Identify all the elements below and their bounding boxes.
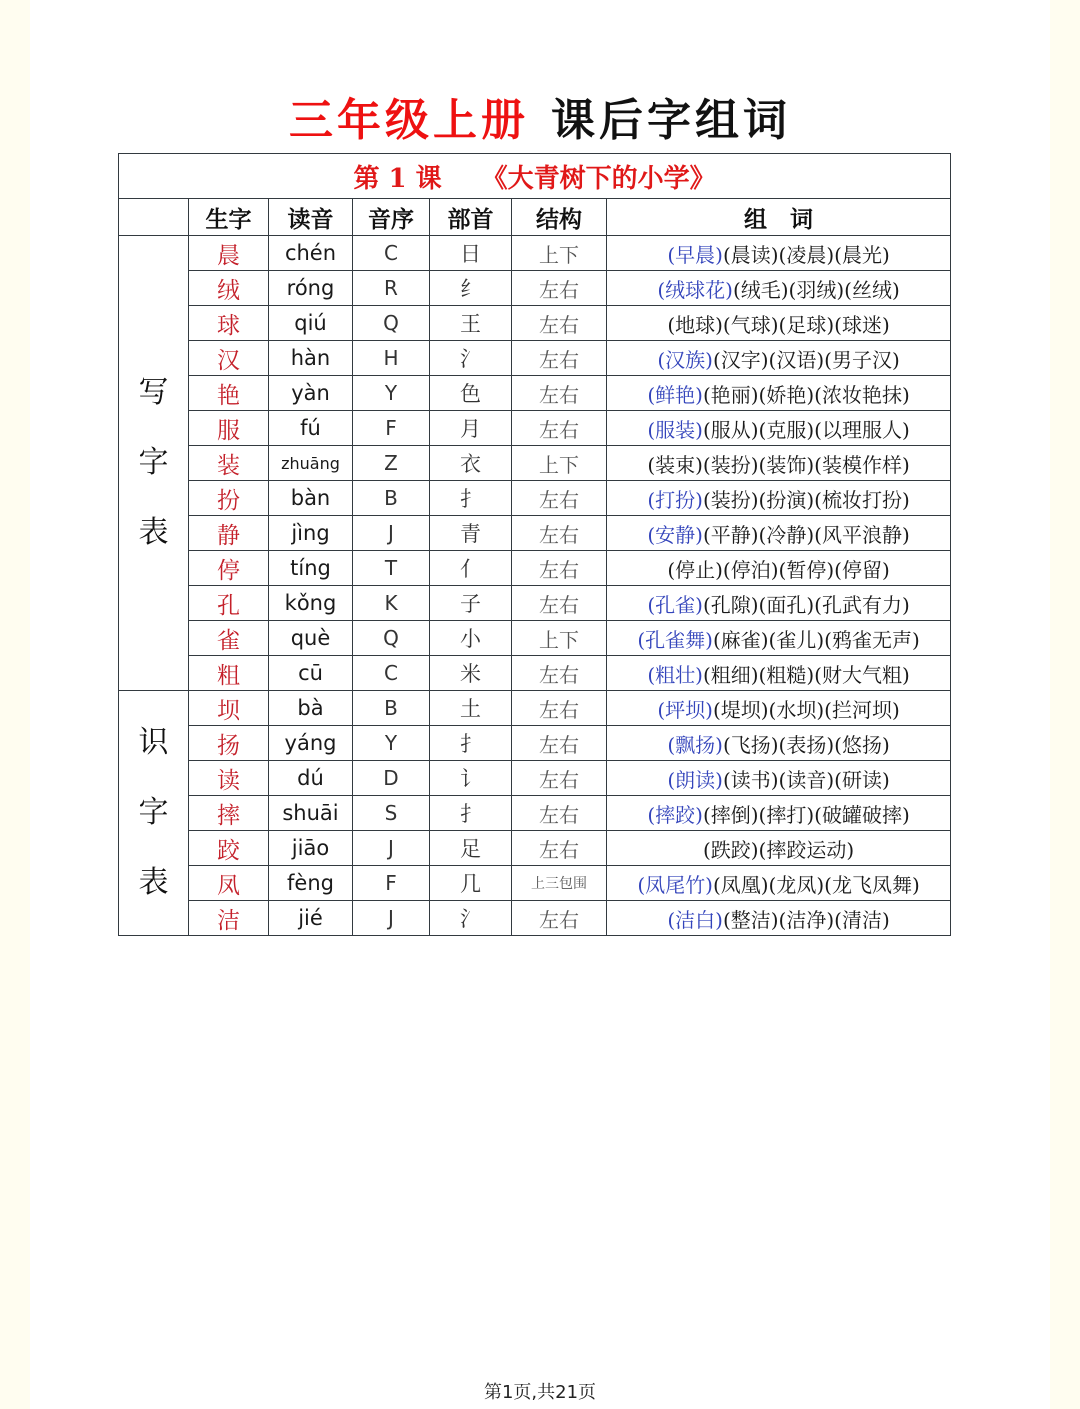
- radical-cell: 土: [430, 691, 512, 726]
- table-row: [119, 306, 951, 341]
- structure-cell: 左右: [512, 656, 607, 691]
- char-cell: 静: [189, 516, 269, 551]
- letter-cell: C: [353, 236, 430, 271]
- radical-cell: 衣: [430, 446, 512, 481]
- highlight-word: (服装): [647, 417, 703, 442]
- other-words: (装扮)(扮演)(梳妆打扮): [702, 487, 910, 512]
- structure-cell: 左右: [512, 341, 607, 376]
- pinyin-cell: cū: [269, 656, 353, 691]
- letter-cell: K: [353, 586, 430, 621]
- char-cell: 扮: [189, 481, 269, 516]
- title-subject: 课后字组词: [551, 95, 791, 146]
- section-label-char: 字: [138, 795, 169, 830]
- pinyin-cell: bà: [269, 691, 353, 726]
- other-words: (整洁)(洁净)(清洁): [722, 907, 890, 932]
- table-row: [119, 341, 951, 376]
- header-blank: [119, 199, 189, 236]
- highlight-word: (凤尾竹): [637, 872, 713, 897]
- radical-cell: 色: [430, 376, 512, 411]
- table-row: [119, 866, 951, 901]
- pinyin-cell: kǒng: [269, 586, 353, 621]
- radical-cell: 子: [430, 586, 512, 621]
- letter-cell: C: [353, 656, 430, 691]
- radical-cell: 扌: [430, 726, 512, 761]
- radical-cell: 扌: [430, 481, 512, 516]
- table-row: [119, 376, 951, 411]
- highlight-word: (洁白): [667, 907, 723, 932]
- table-row: [119, 691, 951, 726]
- words-cell: [607, 341, 951, 376]
- structure-cell: 左右: [512, 586, 607, 621]
- other-words: (艳丽)(娇艳)(浓妆艳抹): [702, 382, 910, 407]
- highlight-word: (孔雀舞): [637, 627, 713, 652]
- char-cell: 服: [189, 411, 269, 446]
- other-words: (停止)(停泊)(暂停)(停留): [667, 557, 890, 582]
- other-words: (麻雀)(雀儿)(鸦雀无声): [712, 627, 920, 652]
- other-words: (粗细)(粗糙)(财大气粗): [702, 662, 910, 687]
- table-row: [119, 831, 951, 866]
- section-label: [119, 691, 189, 936]
- highlight-word: (安静): [647, 522, 703, 547]
- radical-cell: 氵: [430, 341, 512, 376]
- letter-cell: Q: [353, 621, 430, 656]
- letter-cell: Y: [353, 726, 430, 761]
- section-label-char: 字: [138, 445, 169, 480]
- other-words: (汉字)(汉语)(男子汉): [712, 347, 900, 372]
- radical-cell: 王: [430, 306, 512, 341]
- header-pinyin: 读音: [269, 199, 353, 236]
- highlight-word: (朗读): [667, 767, 723, 792]
- pinyin-cell: tíng: [269, 551, 353, 586]
- pinyin-cell: fèng: [269, 866, 353, 901]
- words-cell: [607, 796, 951, 831]
- char-cell: 装: [189, 446, 269, 481]
- radical-cell: 纟: [430, 271, 512, 306]
- lesson-name: 《大青树下的小学》: [481, 163, 716, 194]
- table-row: [119, 621, 951, 656]
- structure-cell: 左右: [512, 306, 607, 341]
- char-cell: 艳: [189, 376, 269, 411]
- table-row: [119, 446, 951, 481]
- words-cell: [607, 236, 951, 271]
- highlight-word: (打扮): [647, 487, 703, 512]
- words-cell: [607, 271, 951, 306]
- other-words: (装束)(装扮)(装饰)(装模作样): [647, 452, 910, 477]
- other-words: (堤坝)(水坝)(拦河坝): [712, 697, 900, 722]
- other-words: (读书)(读音)(研读): [722, 767, 890, 792]
- table-row: [119, 411, 951, 446]
- other-words: (晨读)(凌晨)(晨光): [722, 242, 890, 267]
- structure-cell: 左右: [512, 691, 607, 726]
- char-cell: 汉: [189, 341, 269, 376]
- structure-cell: 左右: [512, 831, 607, 866]
- char-cell: 粗: [189, 656, 269, 691]
- char-cell: 停: [189, 551, 269, 586]
- other-words: (凤凰)(龙凤)(龙飞凤舞): [712, 872, 920, 897]
- other-words: (服从)(克服)(以理服人): [702, 417, 910, 442]
- vocab-table: [118, 153, 951, 936]
- highlight-word: (飘扬): [667, 732, 723, 757]
- structure-cell: 左右: [512, 376, 607, 411]
- pinyin-cell: yàn: [269, 376, 353, 411]
- radical-cell: 月: [430, 411, 512, 446]
- char-cell: 摔: [189, 796, 269, 831]
- char-cell: 雀: [189, 621, 269, 656]
- letter-cell: H: [353, 341, 430, 376]
- radical-cell: 日: [430, 236, 512, 271]
- letter-cell: B: [353, 481, 430, 516]
- header-char: 生字: [189, 199, 269, 236]
- letter-cell: T: [353, 551, 430, 586]
- other-words: (平静)(冷静)(风平浪静): [702, 522, 910, 547]
- char-cell: 球: [189, 306, 269, 341]
- table-row: [119, 796, 951, 831]
- other-words: (孔隙)(面孔)(孔武有力): [702, 592, 910, 617]
- words-cell: [607, 726, 951, 761]
- table-row: [119, 656, 951, 691]
- letter-cell: J: [353, 516, 430, 551]
- structure-cell: 左右: [512, 761, 607, 796]
- pinyin-cell: jié: [269, 901, 353, 936]
- table-row: [119, 901, 951, 936]
- radical-cell: 氵: [430, 901, 512, 936]
- char-cell: 凤: [189, 866, 269, 901]
- letter-cell: F: [353, 411, 430, 446]
- structure-cell: 左右: [512, 901, 607, 936]
- char-cell: 洁: [189, 901, 269, 936]
- table-row: [119, 586, 951, 621]
- pinyin-cell: fú: [269, 411, 353, 446]
- structure-cell: 左右: [512, 481, 607, 516]
- structure-cell: 上下: [512, 446, 607, 481]
- structure-cell: 左右: [512, 411, 607, 446]
- letter-cell: J: [353, 831, 430, 866]
- radical-cell: 讠: [430, 761, 512, 796]
- pinyin-cell: dú: [269, 761, 353, 796]
- letter-cell: Y: [353, 376, 430, 411]
- char-cell: 绒: [189, 271, 269, 306]
- lesson-title-row: [119, 154, 951, 199]
- section-label-char: 识: [138, 725, 169, 760]
- highlight-word: (早晨): [667, 242, 723, 267]
- radical-cell: 小: [430, 621, 512, 656]
- radical-cell: 扌: [430, 796, 512, 831]
- other-words: (摔倒)(摔打)(破罐破摔): [702, 802, 910, 827]
- pinyin-cell: bàn: [269, 481, 353, 516]
- pinyin-cell: chén: [269, 236, 353, 271]
- pinyin-cell: hàn: [269, 341, 353, 376]
- structure-cell: 左右: [512, 551, 607, 586]
- words-cell: [607, 551, 951, 586]
- letter-cell: Q: [353, 306, 430, 341]
- header-words: 组 词: [607, 199, 951, 236]
- letter-cell: F: [353, 866, 430, 901]
- other-words: (飞扬)(表扬)(悠扬): [722, 732, 890, 757]
- title-grade: 三年级上册: [289, 95, 529, 146]
- words-cell: [607, 866, 951, 901]
- letter-cell: S: [353, 796, 430, 831]
- table-row: [119, 271, 951, 306]
- char-cell: 孔: [189, 586, 269, 621]
- words-cell: [607, 761, 951, 796]
- pinyin-cell: yáng: [269, 726, 353, 761]
- table-row: [119, 236, 951, 271]
- letter-cell: R: [353, 271, 430, 306]
- char-cell: 坝: [189, 691, 269, 726]
- words-cell: [607, 376, 951, 411]
- table-row: [119, 516, 951, 551]
- letter-cell: Z: [353, 446, 430, 481]
- pinyin-cell: jìng: [269, 516, 353, 551]
- section-label-char: 写: [138, 375, 169, 410]
- structure-cell: 左右: [512, 271, 607, 306]
- words-cell: [607, 586, 951, 621]
- char-cell: 读: [189, 761, 269, 796]
- header-letter: 音序: [353, 199, 430, 236]
- words-cell: [607, 306, 951, 341]
- words-cell: [607, 516, 951, 551]
- highlight-word: (孔雀): [647, 592, 703, 617]
- highlight-word: (坪坝): [657, 697, 713, 722]
- radical-cell: 几: [430, 866, 512, 901]
- other-words: (跌跤)(摔跤运动): [702, 837, 855, 862]
- pinyin-cell: qiú: [269, 306, 353, 341]
- radical-cell: 青: [430, 516, 512, 551]
- table-row: [119, 551, 951, 586]
- pinyin-cell: jiāo: [269, 831, 353, 866]
- structure-cell: 上下: [512, 236, 607, 271]
- structure-cell: 左右: [512, 726, 607, 761]
- radical-cell: 亻: [430, 551, 512, 586]
- section-label-char: 表: [138, 865, 169, 900]
- letter-cell: B: [353, 691, 430, 726]
- highlight-word: (鲜艳): [647, 382, 703, 407]
- words-cell: [607, 411, 951, 446]
- page-counter: 第1页,共21页: [483, 1382, 597, 1403]
- highlight-word: (汉族): [657, 347, 713, 372]
- letter-cell: D: [353, 761, 430, 796]
- words-cell: [607, 901, 951, 936]
- radical-cell: 米: [430, 656, 512, 691]
- lesson-title: [119, 154, 951, 199]
- table-row: [119, 481, 951, 516]
- table-row: [119, 761, 951, 796]
- header-row: [119, 199, 951, 236]
- structure-cell: 上下: [512, 621, 607, 656]
- section-label: [119, 236, 189, 691]
- pinyin-cell: shuāi: [269, 796, 353, 831]
- words-cell: [607, 831, 951, 866]
- lesson-number: 第 1 课: [353, 163, 442, 194]
- page-title: [0, 84, 1080, 148]
- section-label-char: 表: [138, 515, 169, 550]
- words-cell: [607, 621, 951, 656]
- other-words: (地球)(气球)(足球)(球迷): [667, 312, 890, 337]
- header-structure: 结构: [512, 199, 607, 236]
- char-cell: 跤: [189, 831, 269, 866]
- pinyin-cell: zhuāng: [269, 446, 353, 481]
- header-radical: 部首: [430, 199, 512, 236]
- highlight-word: (粗壮): [647, 662, 703, 687]
- words-cell: [607, 656, 951, 691]
- structure-cell: 左右: [512, 796, 607, 831]
- highlight-word: (绒球花): [657, 277, 733, 302]
- char-cell: 晨: [189, 236, 269, 271]
- char-cell: 扬: [189, 726, 269, 761]
- words-cell: [607, 446, 951, 481]
- words-cell: [607, 481, 951, 516]
- letter-cell: J: [353, 901, 430, 936]
- radical-cell: 足: [430, 831, 512, 866]
- structure-cell: 上三包围: [512, 866, 607, 901]
- highlight-word: (摔跤): [647, 802, 703, 827]
- table-row: [119, 726, 951, 761]
- pinyin-cell: què: [269, 621, 353, 656]
- other-words: (绒毛)(羽绒)(丝绒): [732, 277, 900, 302]
- structure-cell: 左右: [512, 516, 607, 551]
- pinyin-cell: róng: [269, 271, 353, 306]
- words-cell: [607, 691, 951, 726]
